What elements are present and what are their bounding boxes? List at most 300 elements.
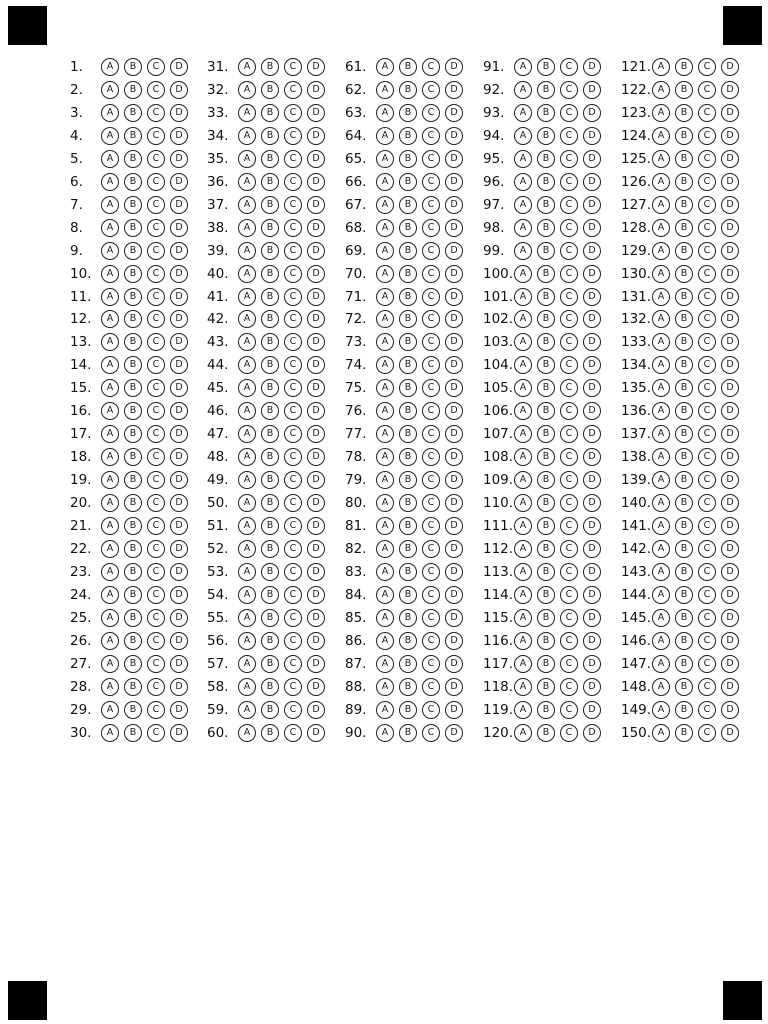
answer-bubble-d[interactable]: D — [583, 81, 601, 99]
answer-bubble-d[interactable]: D — [307, 632, 325, 650]
answer-bubble-d[interactable]: D — [170, 402, 188, 420]
answer-bubble-c[interactable]: C — [560, 632, 578, 650]
answer-bubble-d[interactable]: D — [170, 219, 188, 237]
answer-bubble-d[interactable]: D — [170, 104, 188, 122]
answer-bubble-b[interactable]: B — [537, 724, 555, 742]
answer-bubble-c[interactable]: C — [147, 333, 165, 351]
answer-bubble-c[interactable]: C — [560, 356, 578, 374]
answer-bubble-c[interactable]: C — [560, 655, 578, 673]
answer-bubble-b[interactable]: B — [261, 701, 279, 719]
answer-bubble-a[interactable]: A — [652, 219, 670, 237]
answer-bubble-a[interactable]: A — [514, 127, 532, 145]
answer-bubble-b[interactable]: B — [675, 678, 693, 696]
answer-bubble-c[interactable]: C — [560, 701, 578, 719]
answer-bubble-b[interactable]: B — [124, 58, 142, 76]
answer-bubble-c[interactable]: C — [284, 563, 302, 581]
answer-bubble-b[interactable]: B — [261, 196, 279, 214]
answer-bubble-a[interactable]: A — [376, 425, 394, 443]
answer-bubble-b[interactable]: B — [399, 104, 417, 122]
answer-bubble-c[interactable]: C — [698, 563, 716, 581]
answer-bubble-d[interactable]: D — [445, 356, 463, 374]
answer-bubble-b[interactable]: B — [261, 586, 279, 604]
answer-bubble-c[interactable]: C — [284, 150, 302, 168]
answer-bubble-a[interactable]: A — [376, 310, 394, 328]
answer-bubble-b[interactable]: B — [124, 310, 142, 328]
answer-bubble-a[interactable]: A — [101, 81, 119, 99]
answer-bubble-c[interactable]: C — [284, 471, 302, 489]
answer-bubble-d[interactable]: D — [170, 471, 188, 489]
answer-bubble-d[interactable]: D — [721, 632, 739, 650]
answer-bubble-d[interactable]: D — [583, 196, 601, 214]
answer-bubble-d[interactable]: D — [721, 540, 739, 558]
answer-bubble-c[interactable]: C — [560, 265, 578, 283]
answer-bubble-d[interactable]: D — [170, 586, 188, 604]
answer-bubble-d[interactable]: D — [170, 379, 188, 397]
answer-bubble-b[interactable]: B — [537, 609, 555, 627]
answer-bubble-c[interactable]: C — [147, 379, 165, 397]
answer-bubble-d[interactable]: D — [170, 288, 188, 306]
answer-bubble-a[interactable]: A — [376, 471, 394, 489]
answer-bubble-d[interactable]: D — [583, 586, 601, 604]
answer-bubble-b[interactable]: B — [124, 448, 142, 466]
answer-bubble-b[interactable]: B — [399, 310, 417, 328]
answer-bubble-d[interactable]: D — [170, 81, 188, 99]
answer-bubble-b[interactable]: B — [537, 81, 555, 99]
answer-bubble-c[interactable]: C — [147, 609, 165, 627]
answer-bubble-d[interactable]: D — [721, 609, 739, 627]
answer-bubble-b[interactable]: B — [537, 333, 555, 351]
answer-bubble-b[interactable]: B — [675, 517, 693, 535]
answer-bubble-a[interactable]: A — [514, 563, 532, 581]
answer-bubble-a[interactable]: A — [376, 150, 394, 168]
answer-bubble-c[interactable]: C — [147, 471, 165, 489]
answer-bubble-b[interactable]: B — [261, 58, 279, 76]
answer-bubble-d[interactable]: D — [445, 494, 463, 512]
answer-bubble-c[interactable]: C — [284, 196, 302, 214]
answer-bubble-c[interactable]: C — [147, 58, 165, 76]
answer-bubble-b[interactable]: B — [399, 81, 417, 99]
answer-bubble-d[interactable]: D — [583, 655, 601, 673]
answer-bubble-a[interactable]: A — [238, 724, 256, 742]
answer-bubble-d[interactable]: D — [721, 655, 739, 673]
answer-bubble-a[interactable]: A — [238, 310, 256, 328]
answer-bubble-c[interactable]: C — [147, 81, 165, 99]
answer-bubble-c[interactable]: C — [422, 632, 440, 650]
answer-bubble-b[interactable]: B — [675, 471, 693, 489]
answer-bubble-c[interactable]: C — [560, 494, 578, 512]
answer-bubble-a[interactable]: A — [376, 724, 394, 742]
answer-bubble-d[interactable]: D — [445, 425, 463, 443]
answer-bubble-b[interactable]: B — [124, 724, 142, 742]
answer-bubble-c[interactable]: C — [422, 678, 440, 696]
answer-bubble-a[interactable]: A — [376, 540, 394, 558]
answer-bubble-b[interactable]: B — [261, 494, 279, 512]
answer-bubble-c[interactable]: C — [698, 425, 716, 443]
answer-bubble-a[interactable]: A — [101, 356, 119, 374]
answer-bubble-a[interactable]: A — [652, 265, 670, 283]
answer-bubble-c[interactable]: C — [147, 632, 165, 650]
answer-bubble-b[interactable]: B — [537, 586, 555, 604]
answer-bubble-a[interactable]: A — [376, 563, 394, 581]
answer-bubble-a[interactable]: A — [376, 196, 394, 214]
answer-bubble-b[interactable]: B — [537, 425, 555, 443]
answer-bubble-b[interactable]: B — [675, 242, 693, 260]
answer-bubble-d[interactable]: D — [445, 678, 463, 696]
answer-bubble-b[interactable]: B — [399, 678, 417, 696]
answer-bubble-c[interactable]: C — [698, 517, 716, 535]
answer-bubble-d[interactable]: D — [307, 104, 325, 122]
answer-bubble-a[interactable]: A — [238, 402, 256, 420]
answer-bubble-d[interactable]: D — [170, 356, 188, 374]
answer-bubble-c[interactable]: C — [284, 173, 302, 191]
answer-bubble-b[interactable]: B — [537, 127, 555, 145]
answer-bubble-c[interactable]: C — [147, 724, 165, 742]
answer-bubble-d[interactable]: D — [721, 724, 739, 742]
answer-bubble-c[interactable]: C — [422, 265, 440, 283]
answer-bubble-b[interactable]: B — [537, 402, 555, 420]
answer-bubble-a[interactable]: A — [514, 494, 532, 512]
answer-bubble-c[interactable]: C — [422, 471, 440, 489]
answer-bubble-b[interactable]: B — [261, 563, 279, 581]
answer-bubble-c[interactable]: C — [560, 517, 578, 535]
answer-bubble-d[interactable]: D — [445, 632, 463, 650]
answer-bubble-b[interactable]: B — [124, 425, 142, 443]
answer-bubble-d[interactable]: D — [170, 655, 188, 673]
answer-bubble-a[interactable]: A — [514, 379, 532, 397]
answer-bubble-a[interactable]: A — [652, 127, 670, 145]
answer-bubble-d[interactable]: D — [307, 471, 325, 489]
answer-bubble-b[interactable]: B — [675, 655, 693, 673]
answer-bubble-b[interactable]: B — [675, 402, 693, 420]
answer-bubble-d[interactable]: D — [721, 402, 739, 420]
answer-bubble-a[interactable]: A — [101, 655, 119, 673]
answer-bubble-a[interactable]: A — [652, 632, 670, 650]
answer-bubble-a[interactable]: A — [376, 632, 394, 650]
answer-bubble-a[interactable]: A — [652, 196, 670, 214]
answer-bubble-d[interactable]: D — [307, 724, 325, 742]
answer-bubble-c[interactable]: C — [422, 310, 440, 328]
answer-bubble-b[interactable]: B — [675, 104, 693, 122]
answer-bubble-b[interactable]: B — [124, 173, 142, 191]
answer-bubble-d[interactable]: D — [307, 494, 325, 512]
answer-bubble-c[interactable]: C — [284, 379, 302, 397]
answer-bubble-a[interactable]: A — [514, 173, 532, 191]
answer-bubble-b[interactable]: B — [261, 402, 279, 420]
answer-bubble-b[interactable]: B — [675, 724, 693, 742]
answer-bubble-b[interactable]: B — [537, 701, 555, 719]
answer-bubble-a[interactable]: A — [514, 517, 532, 535]
answer-bubble-c[interactable]: C — [422, 127, 440, 145]
answer-bubble-d[interactable]: D — [721, 471, 739, 489]
answer-bubble-a[interactable]: A — [101, 678, 119, 696]
answer-bubble-c[interactable]: C — [284, 356, 302, 374]
answer-bubble-a[interactable]: A — [238, 655, 256, 673]
answer-bubble-a[interactable]: A — [652, 58, 670, 76]
answer-bubble-b[interactable]: B — [261, 379, 279, 397]
answer-bubble-c[interactable]: C — [422, 150, 440, 168]
answer-bubble-a[interactable]: A — [101, 242, 119, 260]
answer-bubble-a[interactable]: A — [101, 196, 119, 214]
answer-bubble-d[interactable]: D — [583, 333, 601, 351]
answer-bubble-a[interactable]: A — [101, 127, 119, 145]
answer-bubble-c[interactable]: C — [147, 356, 165, 374]
answer-bubble-d[interactable]: D — [307, 402, 325, 420]
answer-bubble-a[interactable]: A — [652, 540, 670, 558]
answer-bubble-c[interactable]: C — [422, 540, 440, 558]
answer-bubble-b[interactable]: B — [124, 701, 142, 719]
answer-bubble-c[interactable]: C — [147, 563, 165, 581]
answer-bubble-d[interactable]: D — [170, 265, 188, 283]
answer-bubble-b[interactable]: B — [675, 310, 693, 328]
answer-bubble-c[interactable]: C — [284, 701, 302, 719]
answer-bubble-d[interactable]: D — [721, 242, 739, 260]
answer-bubble-a[interactable]: A — [238, 494, 256, 512]
answer-bubble-a[interactable]: A — [652, 81, 670, 99]
answer-bubble-b[interactable]: B — [124, 655, 142, 673]
answer-bubble-c[interactable]: C — [560, 678, 578, 696]
answer-bubble-d[interactable]: D — [445, 58, 463, 76]
answer-bubble-a[interactable]: A — [101, 219, 119, 237]
answer-bubble-c[interactable]: C — [560, 609, 578, 627]
answer-bubble-a[interactable]: A — [652, 288, 670, 306]
answer-bubble-a[interactable]: A — [514, 655, 532, 673]
answer-bubble-b[interactable]: B — [124, 563, 142, 581]
answer-bubble-d[interactable]: D — [445, 288, 463, 306]
answer-bubble-a[interactable]: A — [514, 150, 532, 168]
answer-bubble-a[interactable]: A — [652, 333, 670, 351]
answer-bubble-d[interactable]: D — [721, 265, 739, 283]
answer-bubble-d[interactable]: D — [445, 196, 463, 214]
answer-bubble-b[interactable]: B — [399, 701, 417, 719]
answer-bubble-c[interactable]: C — [698, 448, 716, 466]
answer-bubble-b[interactable]: B — [675, 150, 693, 168]
answer-bubble-c[interactable]: C — [698, 219, 716, 237]
answer-bubble-d[interactable]: D — [307, 127, 325, 145]
answer-bubble-b[interactable]: B — [261, 81, 279, 99]
answer-bubble-d[interactable]: D — [721, 173, 739, 191]
answer-bubble-b[interactable]: B — [537, 632, 555, 650]
answer-bubble-c[interactable]: C — [698, 402, 716, 420]
answer-bubble-d[interactable]: D — [721, 104, 739, 122]
answer-bubble-d[interactable]: D — [445, 379, 463, 397]
answer-bubble-b[interactable]: B — [124, 356, 142, 374]
answer-bubble-a[interactable]: A — [376, 288, 394, 306]
answer-bubble-a[interactable]: A — [652, 494, 670, 512]
answer-bubble-c[interactable]: C — [284, 288, 302, 306]
answer-bubble-a[interactable]: A — [238, 586, 256, 604]
answer-bubble-a[interactable]: A — [101, 333, 119, 351]
answer-bubble-d[interactable]: D — [721, 563, 739, 581]
answer-bubble-a[interactable]: A — [101, 288, 119, 306]
answer-bubble-d[interactable]: D — [170, 563, 188, 581]
answer-bubble-d[interactable]: D — [307, 517, 325, 535]
answer-bubble-d[interactable]: D — [721, 701, 739, 719]
answer-bubble-d[interactable]: D — [583, 288, 601, 306]
answer-bubble-c[interactable]: C — [560, 104, 578, 122]
answer-bubble-a[interactable]: A — [376, 678, 394, 696]
answer-bubble-c[interactable]: C — [560, 127, 578, 145]
answer-bubble-a[interactable]: A — [652, 586, 670, 604]
answer-bubble-a[interactable]: A — [652, 150, 670, 168]
answer-bubble-d[interactable]: D — [445, 655, 463, 673]
answer-bubble-d[interactable]: D — [307, 242, 325, 260]
answer-bubble-b[interactable]: B — [399, 58, 417, 76]
answer-bubble-c[interactable]: C — [284, 310, 302, 328]
answer-bubble-b[interactable]: B — [675, 333, 693, 351]
answer-bubble-c[interactable]: C — [560, 81, 578, 99]
answer-bubble-d[interactable]: D — [721, 81, 739, 99]
answer-bubble-d[interactable]: D — [307, 540, 325, 558]
answer-bubble-d[interactable]: D — [307, 655, 325, 673]
answer-bubble-d[interactable]: D — [721, 196, 739, 214]
answer-bubble-c[interactable]: C — [560, 333, 578, 351]
answer-bubble-d[interactable]: D — [721, 127, 739, 145]
answer-bubble-a[interactable]: A — [101, 402, 119, 420]
answer-bubble-c[interactable]: C — [422, 58, 440, 76]
answer-bubble-c[interactable]: C — [422, 333, 440, 351]
answer-bubble-d[interactable]: D — [445, 173, 463, 191]
answer-bubble-b[interactable]: B — [261, 356, 279, 374]
answer-bubble-d[interactable]: D — [583, 540, 601, 558]
answer-bubble-c[interactable]: C — [698, 333, 716, 351]
answer-bubble-c[interactable]: C — [422, 242, 440, 260]
answer-bubble-b[interactable]: B — [124, 150, 142, 168]
answer-bubble-d[interactable]: D — [445, 127, 463, 145]
answer-bubble-d[interactable]: D — [307, 288, 325, 306]
answer-bubble-d[interactable]: D — [307, 356, 325, 374]
answer-bubble-b[interactable]: B — [261, 471, 279, 489]
answer-bubble-d[interactable]: D — [307, 701, 325, 719]
answer-bubble-c[interactable]: C — [560, 173, 578, 191]
answer-bubble-a[interactable]: A — [514, 540, 532, 558]
answer-bubble-a[interactable]: A — [238, 540, 256, 558]
answer-bubble-d[interactable]: D — [170, 448, 188, 466]
answer-bubble-b[interactable]: B — [399, 242, 417, 260]
answer-bubble-c[interactable]: C — [284, 219, 302, 237]
answer-bubble-b[interactable]: B — [261, 724, 279, 742]
answer-bubble-d[interactable]: D — [170, 173, 188, 191]
answer-bubble-d[interactable]: D — [721, 494, 739, 512]
answer-bubble-a[interactable]: A — [238, 356, 256, 374]
answer-bubble-b[interactable]: B — [675, 58, 693, 76]
answer-bubble-a[interactable]: A — [101, 379, 119, 397]
answer-bubble-c[interactable]: C — [698, 265, 716, 283]
answer-bubble-d[interactable]: D — [307, 173, 325, 191]
answer-bubble-b[interactable]: B — [261, 242, 279, 260]
answer-bubble-a[interactable]: A — [101, 104, 119, 122]
answer-bubble-b[interactable]: B — [124, 471, 142, 489]
answer-bubble-a[interactable]: A — [101, 540, 119, 558]
answer-bubble-b[interactable]: B — [261, 448, 279, 466]
answer-bubble-a[interactable]: A — [376, 494, 394, 512]
answer-bubble-b[interactable]: B — [399, 517, 417, 535]
answer-bubble-a[interactable]: A — [514, 333, 532, 351]
answer-bubble-d[interactable]: D — [170, 701, 188, 719]
answer-bubble-d[interactable]: D — [445, 701, 463, 719]
answer-bubble-b[interactable]: B — [124, 402, 142, 420]
answer-bubble-b[interactable]: B — [399, 586, 417, 604]
answer-bubble-c[interactable]: C — [284, 678, 302, 696]
answer-bubble-c[interactable]: C — [698, 471, 716, 489]
answer-bubble-b[interactable]: B — [537, 58, 555, 76]
answer-bubble-b[interactable]: B — [399, 219, 417, 237]
answer-bubble-d[interactable]: D — [170, 310, 188, 328]
answer-bubble-b[interactable]: B — [399, 196, 417, 214]
answer-bubble-a[interactable]: A — [101, 494, 119, 512]
answer-bubble-a[interactable]: A — [652, 402, 670, 420]
answer-bubble-c[interactable]: C — [422, 494, 440, 512]
answer-bubble-b[interactable]: B — [261, 517, 279, 535]
answer-bubble-a[interactable]: A — [652, 173, 670, 191]
answer-bubble-b[interactable]: B — [399, 655, 417, 673]
answer-bubble-d[interactable]: D — [445, 265, 463, 283]
answer-bubble-a[interactable]: A — [514, 242, 532, 260]
answer-bubble-d[interactable]: D — [170, 494, 188, 512]
answer-bubble-d[interactable]: D — [445, 448, 463, 466]
answer-bubble-c[interactable]: C — [560, 540, 578, 558]
answer-bubble-c[interactable]: C — [284, 333, 302, 351]
answer-bubble-a[interactable]: A — [514, 448, 532, 466]
answer-bubble-b[interactable]: B — [261, 425, 279, 443]
answer-bubble-a[interactable]: A — [652, 701, 670, 719]
answer-bubble-a[interactable]: A — [514, 265, 532, 283]
answer-bubble-d[interactable]: D — [721, 517, 739, 535]
answer-bubble-b[interactable]: B — [399, 127, 417, 145]
answer-bubble-d[interactable]: D — [583, 219, 601, 237]
answer-bubble-c[interactable]: C — [698, 150, 716, 168]
answer-bubble-b[interactable]: B — [124, 265, 142, 283]
answer-bubble-d[interactable]: D — [445, 310, 463, 328]
answer-bubble-d[interactable]: D — [307, 150, 325, 168]
answer-bubble-a[interactable]: A — [376, 219, 394, 237]
answer-bubble-a[interactable]: A — [652, 104, 670, 122]
answer-bubble-d[interactable]: D — [583, 701, 601, 719]
answer-bubble-c[interactable]: C — [698, 632, 716, 650]
answer-bubble-a[interactable]: A — [652, 448, 670, 466]
answer-bubble-d[interactable]: D — [307, 425, 325, 443]
answer-bubble-a[interactable]: A — [376, 265, 394, 283]
answer-bubble-c[interactable]: C — [422, 724, 440, 742]
answer-bubble-b[interactable]: B — [675, 127, 693, 145]
answer-bubble-b[interactable]: B — [261, 265, 279, 283]
answer-bubble-c[interactable]: C — [698, 310, 716, 328]
answer-bubble-b[interactable]: B — [261, 333, 279, 351]
answer-bubble-d[interactable]: D — [307, 265, 325, 283]
answer-bubble-b[interactable]: B — [399, 356, 417, 374]
answer-bubble-d[interactable]: D — [583, 609, 601, 627]
answer-bubble-b[interactable]: B — [675, 609, 693, 627]
answer-bubble-a[interactable]: A — [238, 150, 256, 168]
answer-bubble-c[interactable]: C — [284, 242, 302, 260]
answer-bubble-c[interactable]: C — [698, 379, 716, 397]
answer-bubble-d[interactable]: D — [307, 678, 325, 696]
answer-bubble-b[interactable]: B — [261, 540, 279, 558]
answer-bubble-d[interactable]: D — [583, 58, 601, 76]
answer-bubble-b[interactable]: B — [537, 678, 555, 696]
answer-bubble-a[interactable]: A — [376, 58, 394, 76]
answer-bubble-b[interactable]: B — [124, 540, 142, 558]
answer-bubble-d[interactable]: D — [721, 288, 739, 306]
answer-bubble-d[interactable]: D — [170, 150, 188, 168]
answer-bubble-a[interactable]: A — [238, 379, 256, 397]
answer-bubble-a[interactable]: A — [376, 609, 394, 627]
answer-bubble-a[interactable]: A — [238, 104, 256, 122]
answer-bubble-d[interactable]: D — [583, 265, 601, 283]
answer-bubble-d[interactable]: D — [445, 81, 463, 99]
answer-bubble-b[interactable]: B — [675, 540, 693, 558]
answer-bubble-c[interactable]: C — [147, 173, 165, 191]
answer-bubble-d[interactable]: D — [583, 448, 601, 466]
